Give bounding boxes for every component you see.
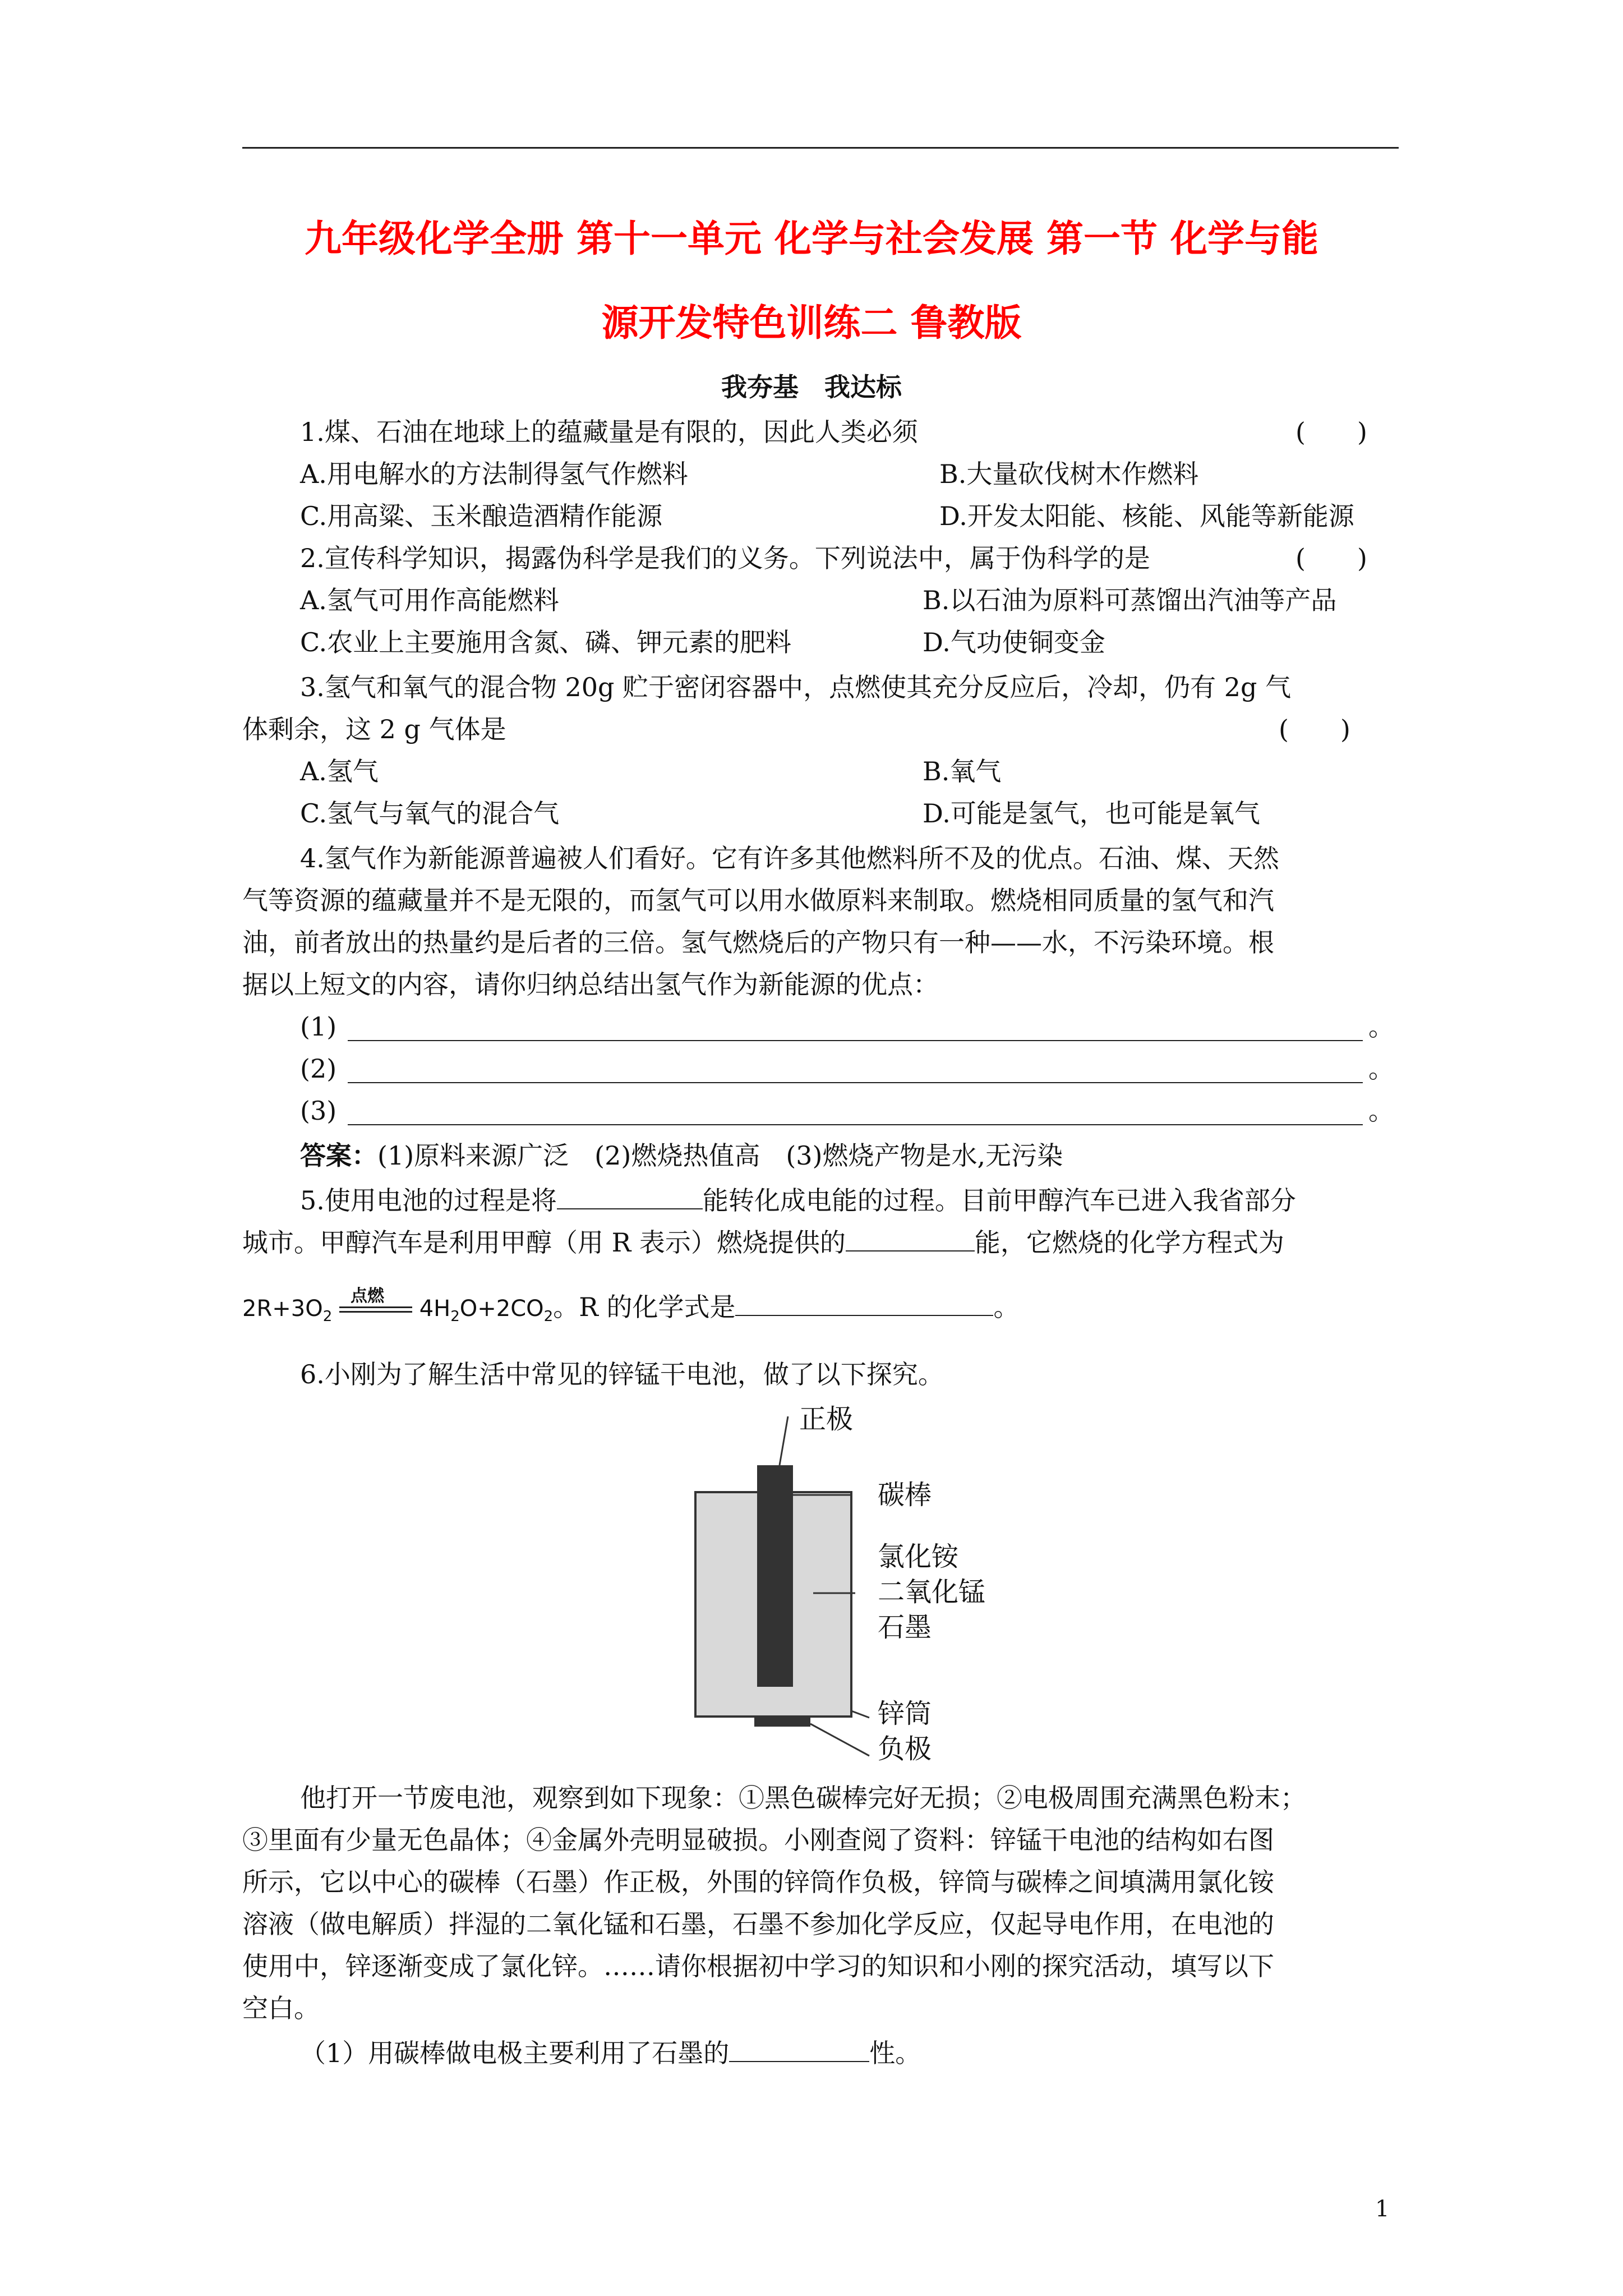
- q1-option-a: A.用电解水的方法制得氢气作燃料: [300, 459, 688, 489]
- leader-negative: [810, 1724, 869, 1756]
- q4-blank-3-label: (3): [300, 1096, 337, 1126]
- q1-paren: ( ): [1295, 417, 1367, 447]
- q3-paren: ( ): [1279, 714, 1350, 744]
- q5-blank-energy-provided[interactable]: [846, 1226, 975, 1251]
- q4-para-line1: 4.氢气作为新能源普遍被人们看好。它有许多其他燃料所不及的优点。石油、煤、天然: [300, 843, 1279, 873]
- q4-answer-label: 答案：: [300, 1140, 377, 1171]
- q4-blank-3[interactable]: [348, 1099, 1363, 1125]
- q5-blank-energy-source[interactable]: [557, 1184, 703, 1209]
- q5-eq-end: 。: [993, 1292, 1020, 1322]
- label-nh4cl: 氯化铵: [878, 1541, 959, 1572]
- q4-blank-3-end: 。: [1368, 1096, 1394, 1126]
- q5-eq-sub-h2: 2: [450, 1308, 460, 1325]
- q3-option-d: D.可能是氢气，也可能是氧气: [923, 798, 1260, 829]
- page-number: 1: [1375, 2196, 1390, 2222]
- q2-option-d: D.气功使铜变金: [923, 627, 1105, 657]
- q1-option-b: B.大量砍伐树木作燃料: [939, 459, 1199, 489]
- q5-eq-tail: 。R 的化学式是: [553, 1292, 736, 1322]
- q1-option-d: D.开发太阳能、核能、风能等新能源: [939, 501, 1354, 531]
- carbon-rod: [757, 1465, 793, 1687]
- q4-answer-text: (1)原料来源广泛 (2)燃烧热值高 (3)燃烧产物是水,无污染: [377, 1140, 1063, 1171]
- q4-para-line2: 气等资源的蕴藏量并不是无限的，而氢气可以用水做原料来制取。燃烧相同质量的氢气和汽: [242, 885, 1274, 915]
- q4-blank-1[interactable]: [348, 1015, 1363, 1041]
- q6-sub1-text: （1）用碳棒做电极主要利用了石墨的: [300, 2038, 730, 2068]
- q5-line1-part-b: 能转化成电能的过程。目前甲醇汽车已进入我省部分: [702, 1185, 1296, 1216]
- q3-stem-line1: 3.氢气和氧气的混合物 20g 贮于密闭容器中，点燃使其充分反应后，冷却，仍有 2g 气: [300, 672, 1292, 702]
- q6-para-line1: 他打开一节废电池，观察到如下现象：①黑色碳棒完好无损；②电极周围充满黑色粉末；: [300, 1783, 1306, 1813]
- q5-eq-right-h: 4H: [419, 1296, 451, 1322]
- q5-blank-formula[interactable]: [735, 1290, 993, 1316]
- q5-line1: [300, 1184, 1296, 1217]
- doc-title-line1: 九年级化学全册 第十一单元 化学与社会发展 第一节 化学与能: [305, 217, 1318, 260]
- q3-option-b: B.氧气: [923, 756, 1002, 786]
- leader-zinc-can: [851, 1711, 869, 1718]
- q1-stem: 1.煤、石油在地球上的蕴藏量是有限的，因此人类必须: [300, 417, 918, 447]
- q4-para-line4: 据以上短文的内容，请你归纳总结出氢气作为新能源的优点：: [242, 969, 939, 1000]
- q3-option-c: C.氢气与氧气的混合气: [300, 798, 560, 829]
- doc-title-line2: 源开发特色训练二 鲁教版: [601, 301, 1022, 344]
- q5-line2-part-a: 城市。甲醇汽车是利用甲醇（用 R 表示）燃烧提供的: [242, 1227, 846, 1258]
- q3-stem-line2: 体剩余，这 2 g 气体是: [242, 714, 506, 744]
- q6-para-line6: 空白。: [242, 1993, 320, 2023]
- q6-stem: 6.小刚为了解生活中常见的锌锰干电池，做了以下探究。: [300, 1359, 944, 1389]
- q5-line1-part-a: 5.使用电池的过程是将: [300, 1185, 557, 1216]
- q6-sub1-end: 性。: [869, 2038, 921, 2068]
- header-rule: [242, 147, 1399, 149]
- q2-option-a: A.氢气可用作高能燃料: [300, 585, 559, 615]
- label-positive: 正极: [799, 1404, 854, 1435]
- q5-eq-left: 2R+3O: [242, 1296, 323, 1322]
- q6-sub1: [300, 2036, 921, 2070]
- label-negative: 负极: [878, 1733, 932, 1765]
- q2-stem: 2.宣传科学知识，揭露伪科学是我们的义务。下列说法中，属于伪科学的是: [300, 543, 1150, 573]
- leader-positive: [780, 1416, 788, 1465]
- section-heading: 我夯基 我达标: [721, 372, 902, 402]
- q5-equation: [242, 1286, 1020, 1333]
- q4-blank-2-end: 。: [1368, 1053, 1394, 1084]
- zinc-can-bottom: [754, 1718, 810, 1727]
- q6-para-line2: ③里面有少量无色晶体；④金属外壳明显破损。小刚查阅了资料：锌锰干电池的结构如右图: [242, 1825, 1274, 1855]
- q5-line2: [242, 1226, 1284, 1259]
- q2-option-b: B.以石油为原料可蒸馏出汽油等产品: [923, 585, 1337, 615]
- q6-blank-property[interactable]: [729, 2036, 869, 2062]
- q4-para-line3: 油，前者放出的热量约是后者的三倍。氢气燃烧后的产物只有一种——水，不污染环境。根: [242, 927, 1274, 958]
- q2-option-c: C.农业上主要施用含氮、磷、钾元素的肥料: [300, 627, 792, 657]
- q5-eq-right-co: O+2CO: [459, 1296, 544, 1322]
- q4-answer: [300, 1139, 1063, 1172]
- q6-para-line5: 使用中，锌逐渐变成了氯化锌。……请你根据初中学习的知识和小刚的探究活动，填写以下: [242, 1951, 1274, 1981]
- q3-option-a: A.氢气: [300, 756, 379, 786]
- q5-line2-part-b: 能，它燃烧的化学方程式为: [974, 1227, 1284, 1258]
- q5-eq-condition: 点燃: [350, 1286, 384, 1306]
- q4-blank-2-label: (2): [300, 1053, 337, 1084]
- label-carbon-rod: 碳棒: [878, 1479, 932, 1511]
- q6-para-line4: 溶液（做电解质）拌湿的二氧化锰和石墨，石墨不参加化学反应，仅起导电作用，在电池的: [242, 1909, 1274, 1939]
- q5-eq-sub-co2: 2: [543, 1308, 554, 1325]
- label-graphite: 石墨: [878, 1612, 932, 1643]
- q4-blank-1-end: 。: [1368, 1011, 1394, 1042]
- q5-eq-sub-o2: 2: [322, 1308, 333, 1325]
- q2-paren: ( ): [1295, 543, 1367, 573]
- q4-blank-1-label: (1): [300, 1011, 337, 1042]
- q5-eq-arrow: [339, 1286, 412, 1321]
- q1-option-c: C.用高粱、玉米酿造酒精作能源: [300, 501, 663, 531]
- q4-blank-2[interactable]: [348, 1057, 1363, 1083]
- label-zinc-can: 锌筒: [878, 1698, 932, 1729]
- label-mno2: 二氧化锰: [878, 1576, 986, 1608]
- q6-para-line3: 所示，它以中心的碳棒（石墨）作正极，外围的锌筒作负极，锌筒与碳棒之间填满用氯化铵: [242, 1867, 1274, 1897]
